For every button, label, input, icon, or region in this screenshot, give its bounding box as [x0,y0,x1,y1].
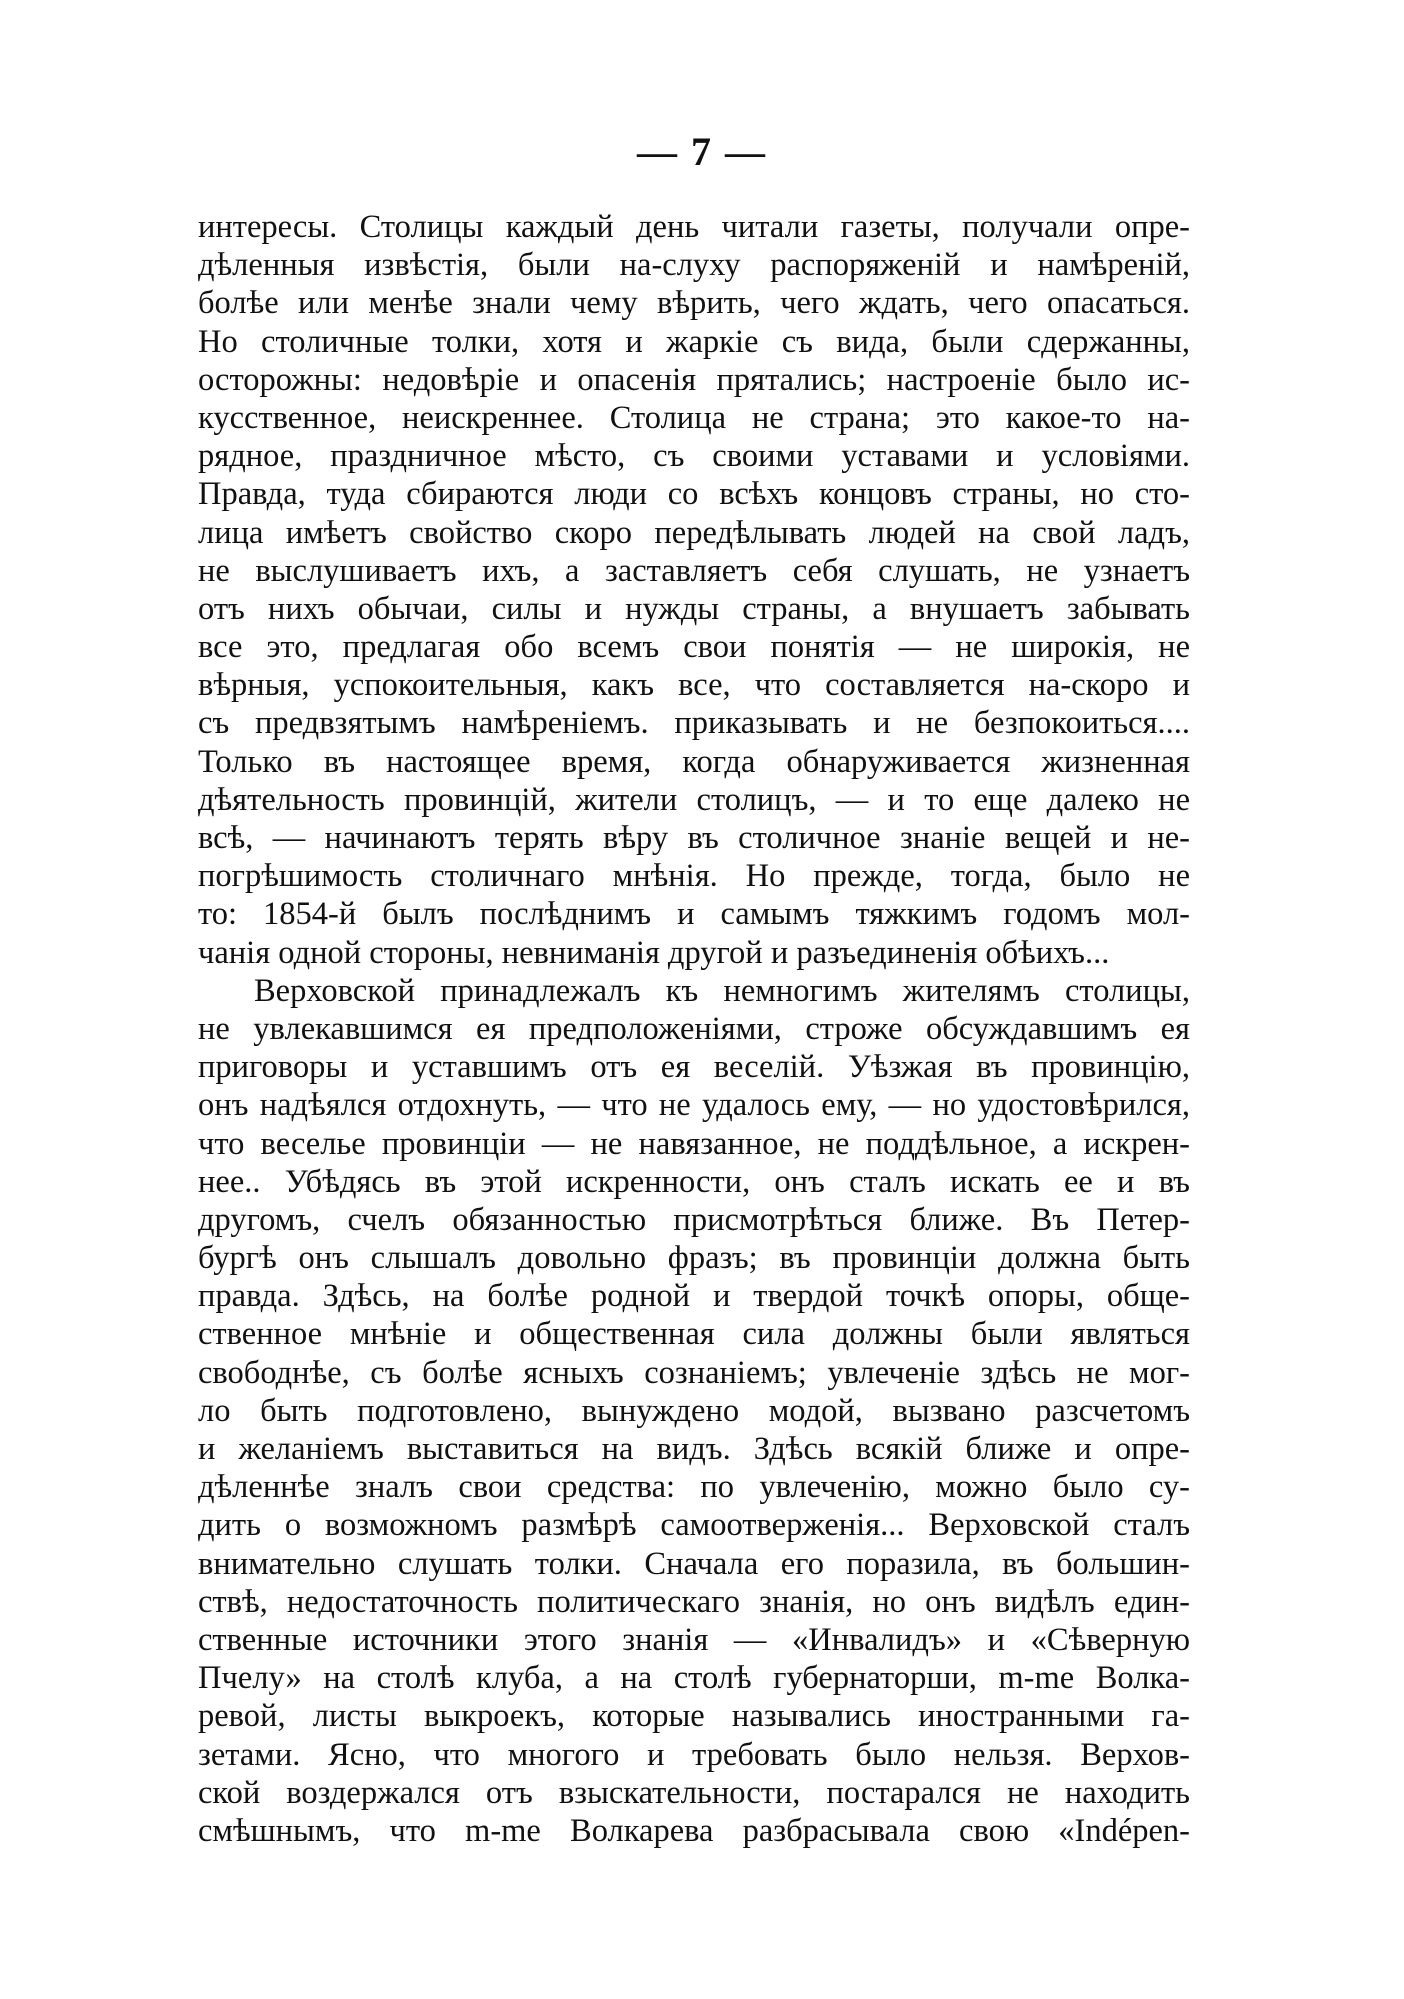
text-line: ствѣ, недостаточность политическаго знанія, но онъ видѣлъ един- [198,1583,1190,1620]
text-line: зетами. Ясно, что многого и требовать было нельзя. Верхов- [198,1736,1190,1773]
text-line: Но столичные толки, хотя и жаркіе съ вида, были сдержанны, [198,323,1190,360]
page-number: — 7 — [637,129,767,174]
text-line: съ предвзятымъ намѣреніемъ. приказывать и не безпокоиться.... [198,705,1190,742]
text-line: интересы. Столицы каждый день читали газеты, получали опре- [198,209,1190,245]
text-line: ственные источники этого знанія — «Инвалидъ» и «Сѣверную [198,1621,1190,1658]
text-line: приговоры и уставшимъ отъ ея веселій. Уѣзжая въ провинцію, [198,1049,1190,1086]
text-line: не выслушиваетъ ихъ, а заставляетъ себя слушать, не узнаетъ [198,552,1190,589]
text-line: все это, предлагая обо всемъ свои понятія — не широкія, не [198,629,1190,666]
text-line: смѣшнымъ, что m-me Волкарева разбрасывала свою «Indépen- [198,1812,1190,1849]
text-line: нее.. Убѣдясь въ этой искренности, онъ сталъ искать ее и въ [198,1163,1190,1200]
text-line: вѣрныя, успокоительныя, какъ все, что составляется на-скоро и [198,667,1190,704]
text-line: отъ нихъ обычаи, силы и нужды страны, а внушаетъ забывать [198,590,1190,627]
text-line: ревой, листы выкроекъ, которые назывались иностранными га- [198,1698,1190,1735]
text-line: кусственное, неискреннее. Столица не страна; это какое-то на- [198,399,1190,436]
text-line: правда. Здѣсь, на болѣе родной и твердой точкѣ опоры, обще- [198,1278,1190,1315]
text-line: ственное мнѣніе и общественная сила должны были являться [198,1316,1190,1353]
text-line: ской воздержался отъ взыскательности, постарался не находить [198,1774,1190,1811]
text-line: чанія одной стороны, невниманія другой и разъединенія обѣихъ... [198,934,1110,971]
text-line: ло быть подготовлено, вынуждено модой, вызвано разсчетомъ [198,1392,1190,1429]
text-line: бургѣ онъ слышалъ довольно фразъ; въ провинціи должна быть [198,1240,1190,1277]
text-line: Правда, туда сбираются люди со всѣхъ концовъ страны, но сто- [198,476,1190,513]
text-line: внимательно слушать толки. Сначала его поразила, въ большин- [198,1545,1190,1582]
text-line: дить о возможномъ размѣрѣ самоотверженія... Верховской сталъ [198,1507,1190,1544]
text-line: другомъ, счелъ обязанностью присмотрѣться ближе. Въ Петер- [198,1201,1190,1238]
text-line: болѣе или менѣе знали чему вѣрить, чего ждать, чего опасаться. [198,285,1190,322]
text-line: погрѣшимость столичнаго мнѣнія. Но прежде, тогда, было не [198,858,1190,895]
text-line: не увлекавшимся ея предположеніями, строже обсуждавшимъ ея [198,1010,1190,1047]
body-text [198,208,1190,1850]
text-line: рядное, праздничное мѣсто, съ своими уставами и условіями. [198,438,1190,475]
text-line: то: 1854-й былъ послѣднимъ и самымъ тяжкимъ годомъ мол- [198,896,1190,933]
text-line: лица имѣетъ свойство скоро передѣлывать людей на свой ладъ, [198,514,1190,551]
text-line: осторожны: недовѣріе и опасенія прятались; настроеніе было ис- [198,361,1190,398]
text-line: дѣятельность провинцій, жители столицъ, — и то еще далеко не [198,781,1190,818]
text-line: всѣ, — начинаютъ терять вѣру въ столичное знаніе вещей и не- [198,820,1190,856]
text-line: что веселье провинціи — не навязанное, не поддѣльное, а искрен- [198,1125,1190,1162]
text-line: Только въ настоящее время, когда обнаруживается жизненная [198,743,1190,780]
text-line: дѣленнѣе зналъ свои средства: по увлеченію, можно было су- [198,1469,1190,1506]
text-line: и желаніемъ выставиться на видъ. Здѣсь всякій ближе и опре- [198,1431,1190,1467]
text-line: онъ надѣялся отдохнуть, — что не удалось ему, — но удостовѣрился, [198,1087,1190,1124]
text-line: Верховской принадлежалъ къ немногимъ жителямъ столицы, [254,972,1190,1009]
text-line: Пчелу» на столѣ клуба, а на столѣ губернаторши, m-me Волка- [198,1660,1190,1697]
text-line: свободнѣе, съ болѣе ясныхъ сознаніемъ; увлеченіе здѣсь не мог- [198,1354,1190,1391]
text-line: дѣленныя извѣстія, были на-слуху распоряженій и намѣреній, [198,247,1190,284]
